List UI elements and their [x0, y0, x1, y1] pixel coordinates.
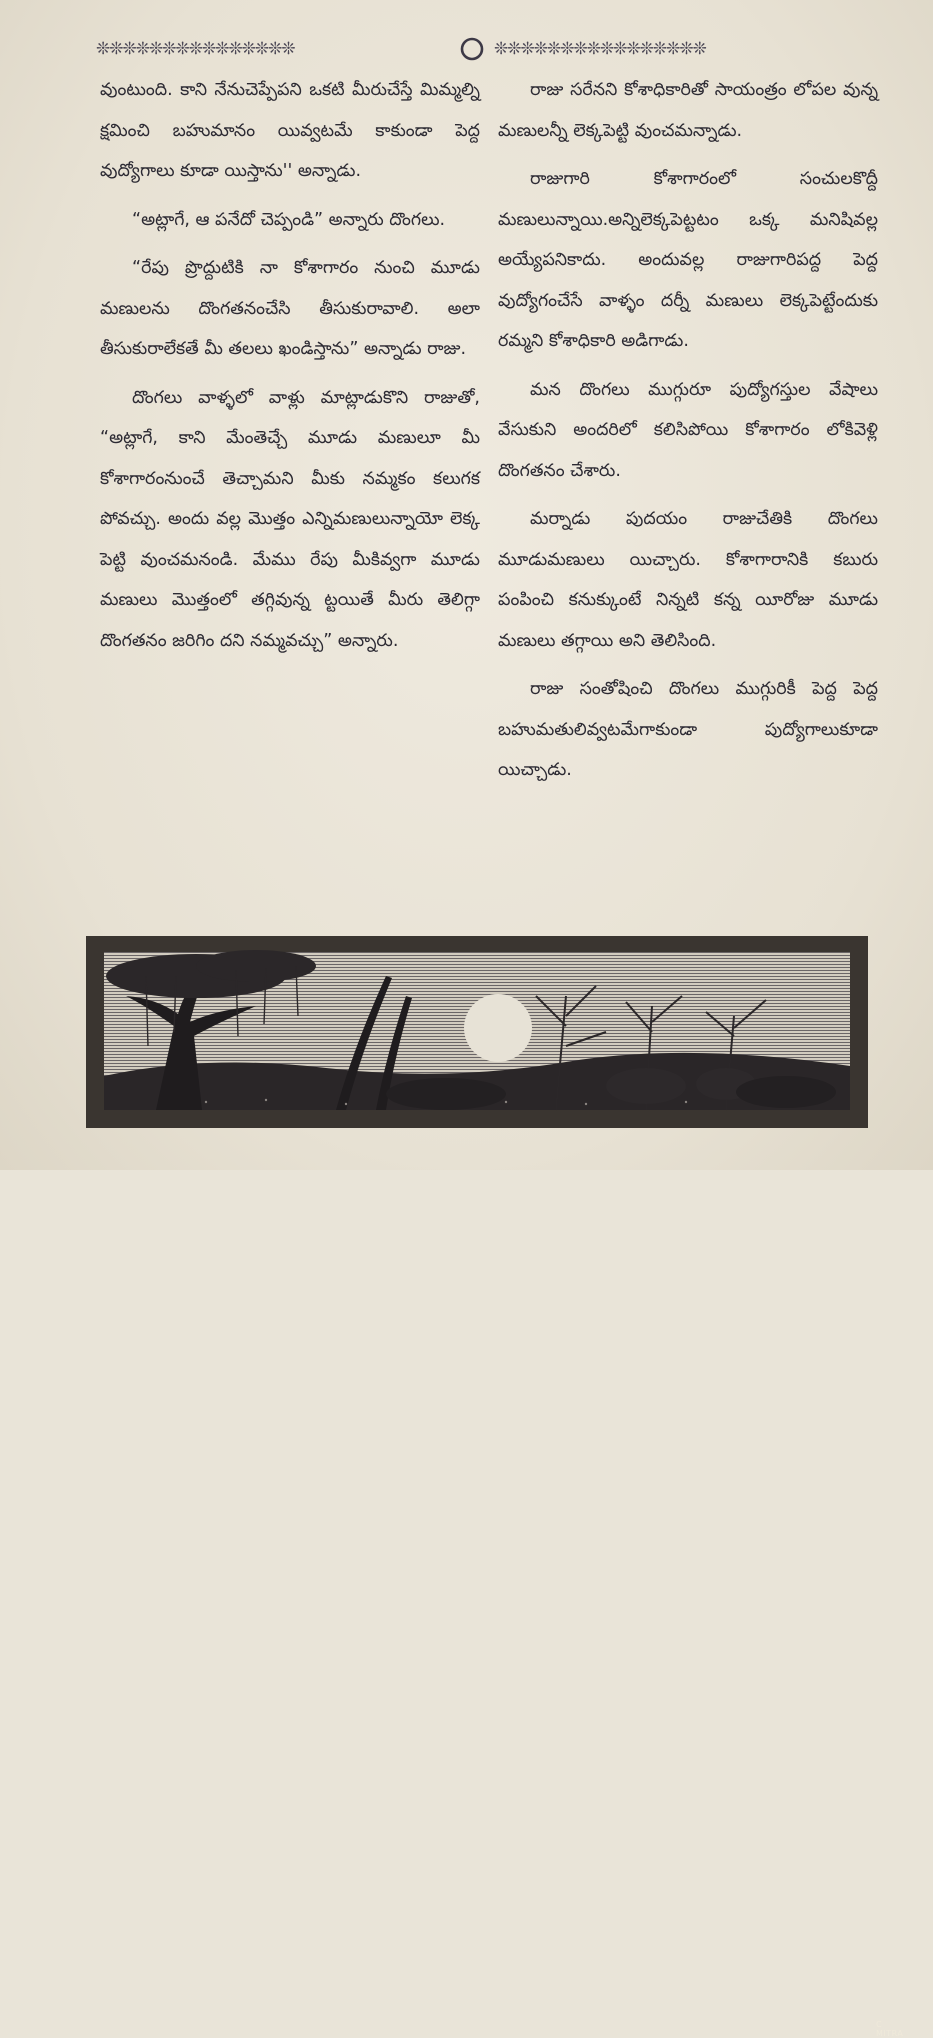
forest-night-illustration: [86, 936, 904, 2038]
left-paragraph-3: “రేపు ప్రొద్దుటికి నా కోశాగారం నుంచి మూడు మణులను దొంగతనంచేసి తీసుకురావాలి. అలా తీసుకురాలేకతే మీ తలలు ఖండిస్తాను” అన్నాడు రాజు.: [100, 258, 480, 359]
artist-signature: C MITRA: [876, 2020, 904, 2038]
right-paragraph-3: మన దొంగలు ముగ్గురూ పుద్యోగస్తుల వేషాలు వేసుకుని అందరిలో కలిసిపోయి కోశాగారం లోకివెళ్లి దొంగతనం చేశారు.: [498, 379, 878, 481]
left-paragraph-1: వుంటుంది. కాని నేనుచెప్పేపని ఒకటి మీరుచేస్తే మిమ్మల్ని క్షమించి బహుమానం యివ్వటమే కాకుండా పెద్ద వుద్యోగాలు కూడా యిస్తాను'' అన్నాడు.: [100, 80, 480, 181]
left-paragraph-4: దొంగలు వాళ్ళలో వాళ్లు మాట్లాడుకొని రాజుతో, “అట్లాగే, కాని మేంతెచ్చే మూడు మణులూ మీ కోశాగారంనుంచే తెచ్చామని మీకు నమ్మకం కలుగక పోవచ్చు. అందు వల్ల మొత్తం ఎన్నిమణులున్నాయో లెక్క పెట్టి వుంచమనండి. మేము రేపు మీకివ్వగా మూడు మణులు మొత్తంలో తగ్గివున్న ట్టయితే మీరు తెలిగ్గా దొంగతనం జరిగిం దని నమ్మవచ్చు” అన్నారు.: [100, 387, 480, 651]
left-column: [100, 70, 480, 661]
right-paragraph-1: రాజు సరేనని కోశాధికారితో సాయంత్రం లోపల వున్న మణులన్నీ లెక్కపెట్టి వుంచమన్నాడు.: [498, 80, 878, 141]
right-paragraph-2: రాజుగారి కోశాగారంలో సంచులకొద్దీ మణులున్నాయి.అన్నిలెక్కపెట్టటం ఒక్క మనిషివల్ల అయ్యేపనికాదు. అందువల్ల రాజుగారిపద్ద పెద్ద వుద్యోగంచేసే వాళ్ళం దర్నీ మణులు లెక్కపెట్టేందుకు రమ్మని కోశాధికారి అడిగాడు.: [498, 169, 878, 351]
decorative-border-right: ❊❊❊❊❊❊❊❊❊❊❊❊❊❊❊❊: [494, 39, 706, 59]
decorative-border-left: ❊❊❊❊❊❊❊❊❊❊❊❊❊❊❊: [96, 39, 295, 59]
right-paragraph-5: రాజు సంతోషించి దొంగలు ముగ్గురికీ పెద్ద పెద్ద బహుమతులివ్వటమేగాకుండా పుద్యోగాలుకూడా యిచ్చాడు.: [498, 679, 878, 780]
circle-ornament-icon: [459, 36, 485, 62]
left-paragraph-2: “అట్లాగే, ఆ పనేదో చెప్పండి” అన్నారు దొంగలు.: [132, 209, 446, 230]
right-column: [498, 70, 878, 791]
forest-scene-image: [86, 936, 868, 1128]
right-paragraph-4: మర్నాడు పుదయం రాజుచేతికి దొంగలు మూడుమణులు యిచ్చారు. కోశాగారానికి కబురు పంపించి కనుక్కుంటే నిన్నటి కన్న యీరోజు మూడు మణులు తగ్గాయి అని తెలిసింది.: [498, 509, 878, 651]
